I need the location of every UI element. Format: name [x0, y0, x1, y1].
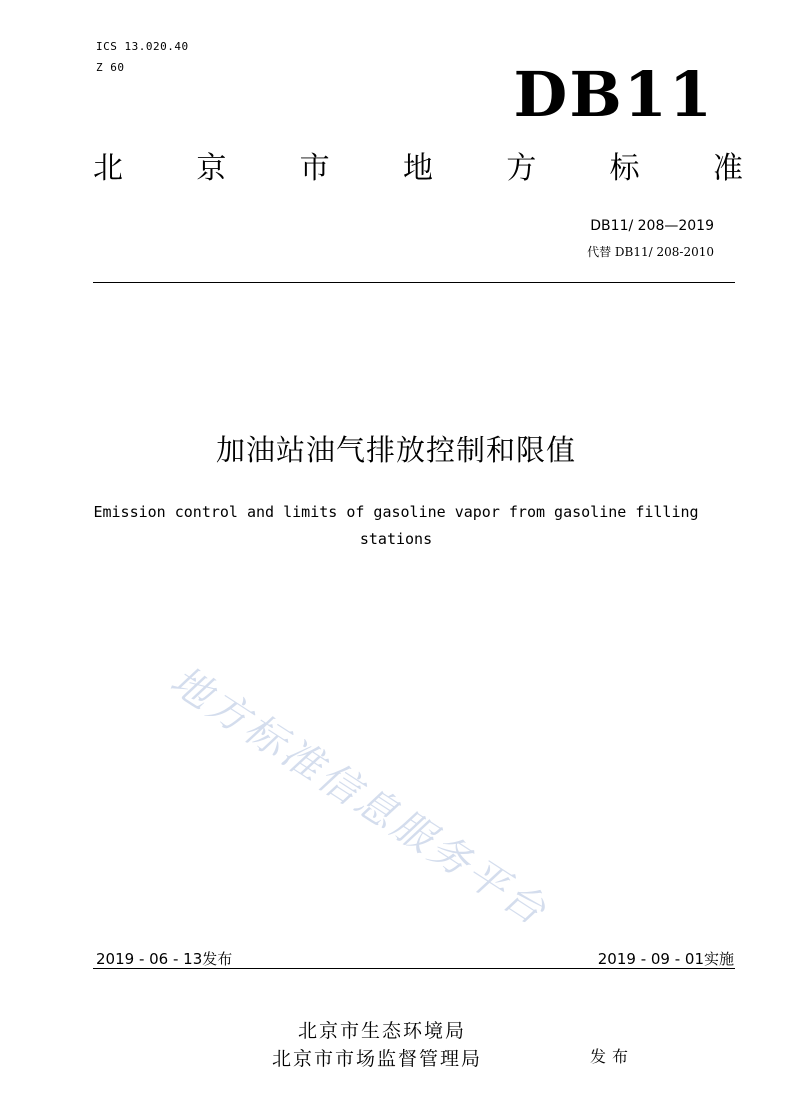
implement-date: 2019 - 09 - 01实施	[597, 950, 734, 968]
issue-label: 发布	[590, 1047, 635, 1066]
bottom-divider	[93, 968, 735, 969]
publish-date: 2019 - 06 - 13发布	[96, 950, 233, 968]
title-char: 准	[712, 151, 743, 186]
title-char: 标	[609, 151, 640, 186]
top-divider	[93, 282, 735, 283]
document-title-en: Emission control and limits of gasoline vapor from gasoline filling stations	[93, 503, 699, 548]
replaces-standard: 代替 DB11/ 208-2010	[587, 245, 714, 259]
issuer-ecology-bureau: 北京市生态环境局	[298, 1020, 467, 1042]
title-char: 市	[299, 151, 330, 186]
ics-code: ICS 13.020.40	[96, 40, 189, 53]
watermark: 地方标准信息服务平台	[162, 657, 557, 936]
title-char: 地	[402, 151, 433, 186]
db11-logo: DB11	[513, 58, 714, 131]
title-char: 方	[506, 151, 537, 186]
issuer-market-bureau: 北京市市场监督管理局	[272, 1048, 483, 1070]
title-char: 京	[196, 151, 227, 186]
standard-type-title	[93, 151, 743, 186]
ccs-code: Z 60	[96, 61, 125, 74]
standard-number: DB11/ 208—2019	[590, 218, 714, 234]
title-char: 北	[93, 151, 123, 186]
document-title-cn: 加油站油气排放控制和限值	[215, 433, 576, 467]
